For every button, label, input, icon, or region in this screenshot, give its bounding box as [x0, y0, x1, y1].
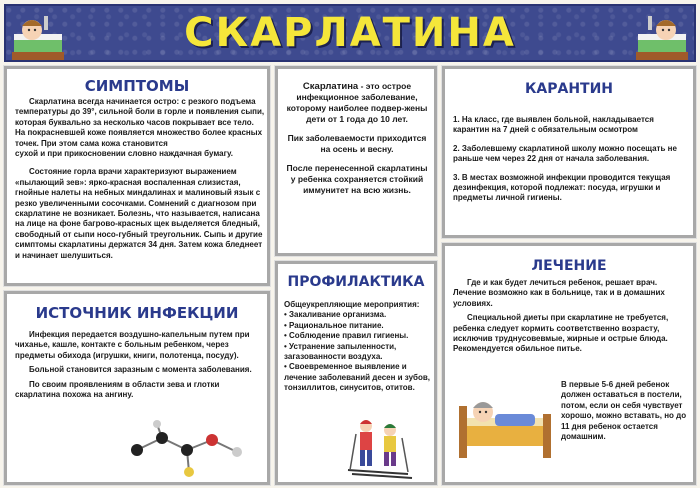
prevention-heading: ПРОФИЛАКТИКА — [287, 274, 425, 290]
treatment-paragraph: Где и как будет лечиться ребенок, решает врач. Лечение возможно как в больнице, так и в домашних условиях. — [453, 278, 665, 308]
prevention-text — [284, 300, 436, 394]
source-heading: ИСТОЧНИК ИНФЕКЦИИ — [35, 304, 239, 322]
intro-definition: Скарлатина - это острое инфекционное заболевание, которому наиболее подвер-жены дети от 1 года до 10 лет. — [286, 81, 428, 124]
treatment-text — [453, 278, 691, 355]
quarantine-panel — [442, 66, 696, 238]
symptoms-text — [15, 97, 265, 261]
intro-panel — [275, 66, 437, 256]
symptoms-panel — [4, 66, 270, 286]
intro-term: Скарлатина — [302, 81, 359, 92]
intro-peak: Пик заболеваемости приходится на осень и весну. — [287, 133, 427, 154]
prevention-item: • Закаливание организма. — [284, 310, 436, 320]
quarantine-heading: КАРАНТИН — [524, 81, 614, 97]
sick-child-illustration — [634, 8, 690, 62]
quarantine-item: 1. На класс, где выявлен больной, накладывается карантин на 7 дней с обязательным осмотром — [453, 115, 654, 135]
skiing-children-illustration — [338, 414, 418, 480]
treatment-paragraph: В первые 5-6 дней ребенок должен оставаться в постели, потом, если он себя чувствует хорошо, можно вставать, но до 11 дня ребенок остается домашним. — [561, 380, 687, 442]
source-paragraph: Инфекция передается воздушно-капельным путем при чиханье, кашле, контакте с больным ребенком, через предметы обихода (игрушки, книги, полотенца, посуду). — [15, 330, 250, 360]
prevention-panel — [275, 261, 437, 485]
treatment-paragraph: Специальной диеты при скарлатине не требуется, ребенка следует кормить соответственно возрасту, исключив труднусовевмые, жирные и острые блюда. Рекомендуется обильное питье. — [453, 313, 669, 354]
treatment-bedrest-text — [561, 380, 693, 442]
source-paragraph: По своим проявлениям в области зева и глотки скарлатина похожа на ангину. — [15, 379, 220, 400]
header-banner — [4, 4, 696, 62]
source-paragraph: Больной становится заразным с момента заболевания. — [29, 365, 252, 375]
source-text — [15, 330, 265, 400]
prevention-item: • Соблюдение правил гигиены. — [284, 331, 436, 341]
intro-immunity: После перенесенной скарлатины у ребенка сохраняется стойкий иммунитет на всю жизнь. — [286, 163, 428, 195]
prevention-item: • Устранение запыленности, загазованности воздуха. — [284, 342, 436, 363]
prevention-item: • Рациональное питание. — [284, 321, 436, 331]
prevention-lead: Общеукрепляющие мероприятия: — [284, 300, 420, 309]
page-title: СКАРЛАТИНА — [184, 10, 516, 56]
quarantine-text — [453, 115, 691, 204]
molecule-illustration — [117, 420, 257, 480]
prevention-item: • Своевременное выявление и лечение заболеваний десен и зубов, тонзиллитов, синуситов, отитов. — [284, 362, 436, 393]
treatment-heading: ЛЕЧЕНИЕ — [531, 258, 607, 274]
treatment-panel — [442, 243, 696, 485]
quarantine-item: 3. В местах возможной инфекции проводится текущая дезинфекция, которой подлежат: посуда, игрушки и предметы личной гигиены. — [453, 172, 671, 203]
symptoms-paragraph: сухой и при прикосновении словно наждачная бумагу. — [15, 149, 233, 159]
symptoms-heading: СИМПТОМЫ — [84, 77, 190, 95]
child-in-bed-illustration — [455, 384, 555, 464]
intro-text — [284, 81, 430, 196]
symptoms-paragraph: Состояние горла врачи характеризуют выражением «пылающий зев»: ярко-красная воспаленная слизистая, гнойные налеты на небных миндалинах и малиновый язык с резко увеличенными сосочками. Сомнений с диагнозом при скарлатине не возникает. Болезнь, что называется, написана на лице на фоне багрово-красных щек выделяется бледный, свободный от сыпи носо-губный треугольник. Сыпь и другие симптомы скарлатины держатся 34 дня. Затем кожа бледнеет и начинает шелушиться. — [15, 167, 263, 260]
quarantine-item: 2. Заболевшему скарлатиной школу можно посещать не раньше чем через 22 дня от начала заболевания. — [453, 143, 677, 164]
symptoms-paragraph: Скарлатина всегда начинается остро: с резкого подъема температуры до 39°, сильной боли в горле и появления сыпи, которая буквально за несколько часов покрывает все тело. На покрасневшей коже появляется множество более красных точек. При этом сама кожа становится — [15, 97, 265, 148]
source-panel — [4, 291, 270, 485]
